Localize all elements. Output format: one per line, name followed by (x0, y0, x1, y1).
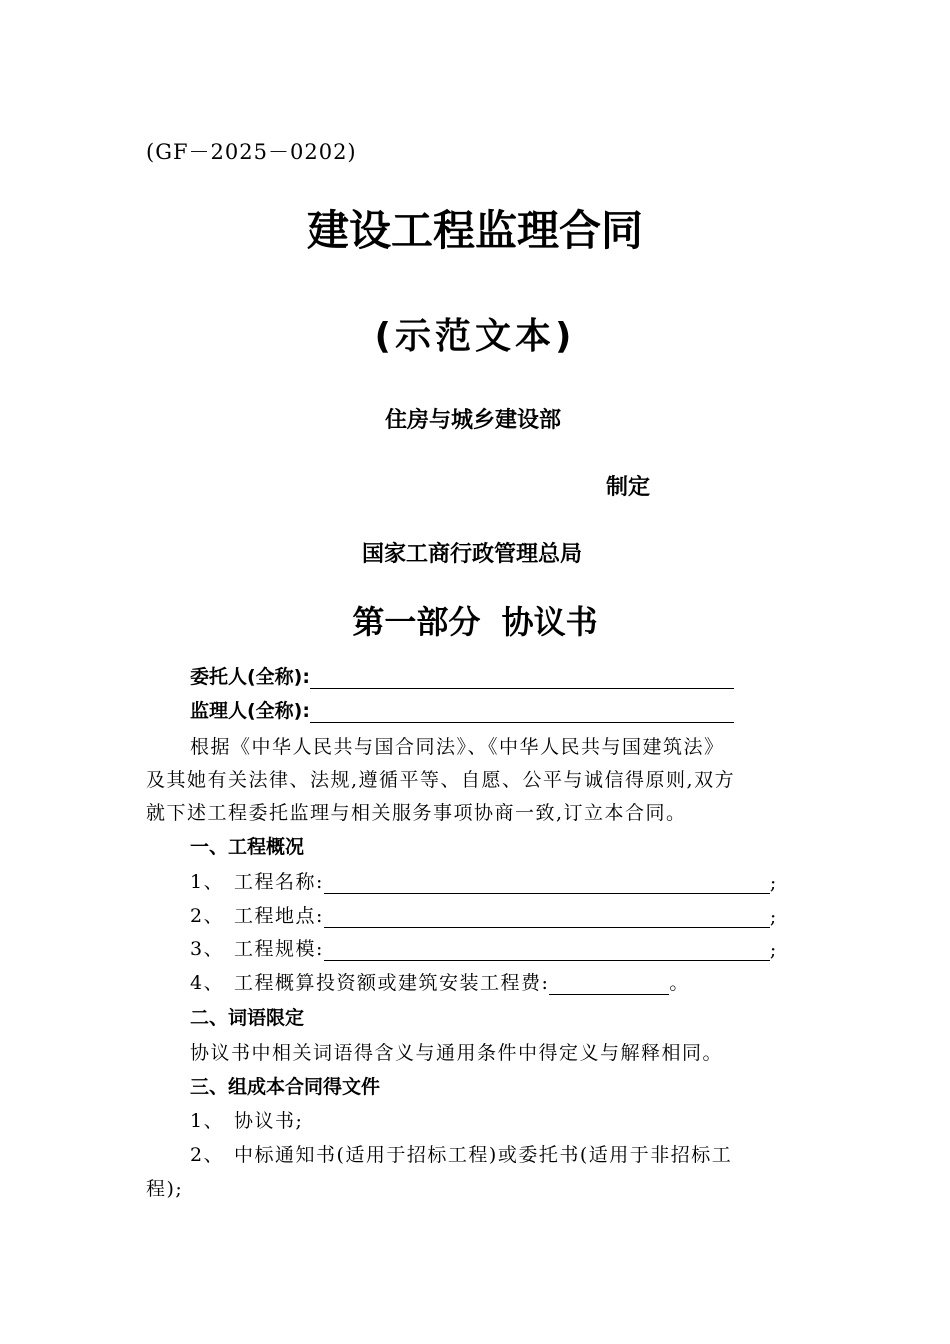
item-number: 2、 (190, 1144, 225, 1166)
section-2-heading: 二、词语限定 (190, 1007, 305, 1029)
document-list-item (190, 1140, 732, 1167)
intro-line-3: 就下述工程委托监理与相关服务事项协商一致,订立本合同。 (146, 802, 687, 824)
item-number: 1、 (190, 1110, 225, 1132)
intro-line-1: 根据《中华人民共与国合同法》、《中华人民共与国建筑法》 (190, 736, 725, 758)
section-3-heading: 三、组成本合同得文件 (190, 1076, 381, 1098)
project-scale-blank[interactable] (324, 942, 770, 961)
item-number: 4、 (190, 972, 225, 994)
item-text: 协议书; (234, 1110, 304, 1132)
project-location-label: 工程地点: (234, 905, 324, 927)
item-end-punct: ; (769, 906, 778, 928)
project-location-blank[interactable] (324, 909, 770, 928)
project-name-blank[interactable] (324, 875, 770, 894)
supervisor-row (190, 696, 734, 723)
project-name-row (190, 867, 778, 894)
issuer-administration: 国家工商行政管理总局 (362, 542, 583, 567)
section-1-heading: 一、工程概况 (190, 836, 305, 858)
item-end-punct: ; (769, 872, 778, 894)
project-location-row (190, 901, 778, 928)
issuer-ministry: 住房与城乡建设部 (385, 408, 562, 433)
item-number: 1、 (190, 871, 225, 893)
part-title: 第一部分 协议书 (352, 603, 598, 641)
project-cost-row (190, 968, 690, 995)
document-subtitle: (示范文本) (374, 316, 576, 357)
document-title: 建设工程监理合同 (306, 206, 643, 255)
project-cost-blank[interactable] (549, 976, 669, 995)
intro-line-2: 及其她有关法律、法规,遵循平等、自愿、公平与诚信得原则,双方 (146, 769, 736, 791)
item-end-punct: ; (769, 939, 778, 961)
supervisor-label: 监理人(全称): (190, 700, 310, 722)
supervisor-name-blank[interactable] (310, 704, 734, 723)
section-2-text: 协议书中相关词语得含义与通用条件中得定义与解释相同。 (190, 1042, 724, 1064)
item-number: 2、 (190, 905, 225, 927)
document-list-item (190, 1106, 303, 1133)
project-name-label: 工程名称: (234, 871, 324, 893)
item-end-punct: 。 (669, 972, 690, 994)
project-scale-label: 工程规模: (234, 938, 324, 960)
client-row (190, 662, 734, 689)
document-list-item-continuation: 程); (146, 1178, 184, 1200)
item-text: 中标通知书(适用于招标工程)或委托书(适用于非招标工 (234, 1144, 733, 1166)
client-label: 委托人(全称): (190, 666, 310, 688)
item-number: 3、 (190, 938, 225, 960)
project-scale-row (190, 934, 778, 961)
client-name-blank[interactable] (310, 670, 734, 689)
issuer-formulated: 制定 (606, 475, 651, 500)
project-cost-label: 工程概算投资额或建筑安装工程费: (234, 972, 550, 994)
document-code: (GF－2025－0202) (146, 140, 357, 164)
